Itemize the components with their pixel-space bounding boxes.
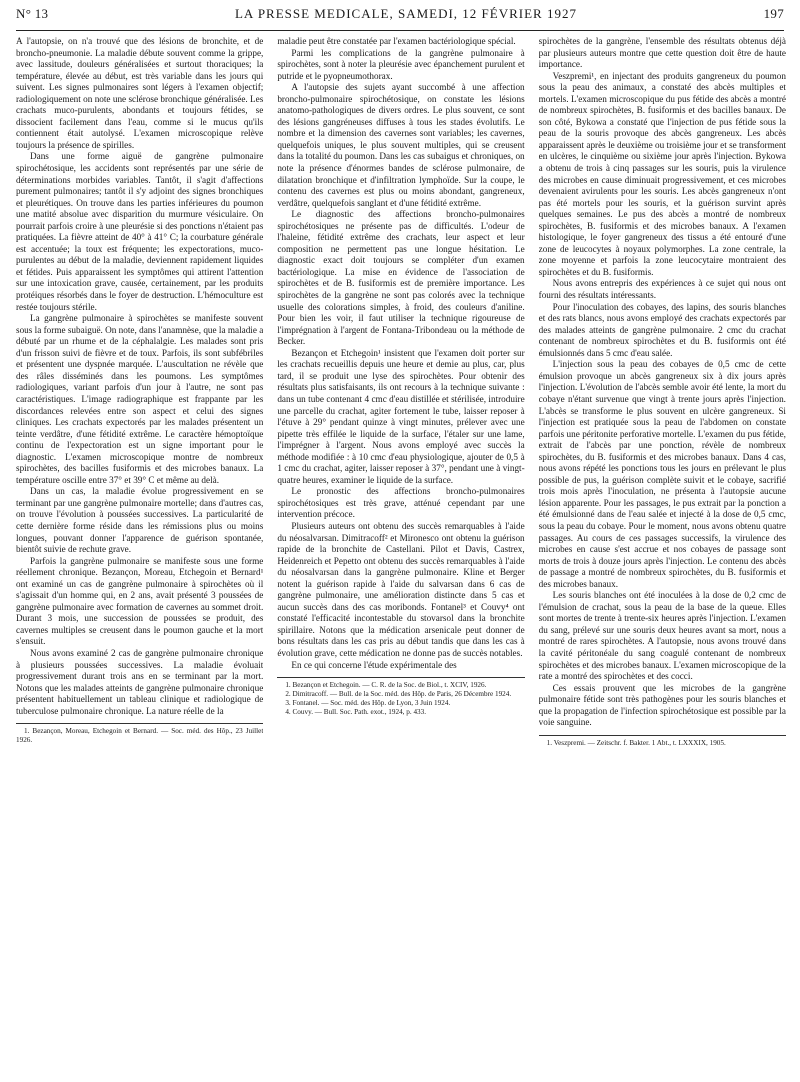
paragraph: Le pronostic des affections broncho-pulmonaires spirochétosiques est très grave, atténué cependant par une intervention précoce.: [277, 486, 525, 520]
footnote: 1. Veszpremi. — Zeitschr. f. Bakter. 1 Abt., t. LXXXIX, 1905.: [546, 738, 726, 747]
paragraph: Dans une forme aiguë de gangrène pulmonaire spirochétosique, les accidents sont représentés par une série de déterminations morbides variables. Tantôt, il s'agit d'affections purement pulmonaires; tantôt il s'y adjoint des signes bronchiques et pleurétiques. On trouve dans les parties inférieures du poumon une matité absolue avec disparition du murmure vésiculaire. On pourrait parfois croire à une pleurésie si des ponctions n'étaient pas pratiquées. La fièvre atteint de 40° à 41° C; la courbature générale est accentuée; la toux est fréquente; les expectorations, muco-purulentes au début de la maladie, deviennent rapidement liquides et fétides. Puis apparaissent les symptômes qui attirent l'attention sur une intoxication grave, causée, certainement, par les produits protéiques résorbés dans le foyer de destruction. L'hémoculture est restée toujours stérile.: [16, 151, 264, 312]
paragraph: Nous avons examiné 2 cas de gangrène pulmonaire chronique à plusieurs poussées successives. La maladie évoluait progressivement durant trois ans en se terminant par la mort. Notons que les malades atteints de gangrène pulmonaire chronique présentent habituellement un tableau clinique et radiologique de tuberculose pulmonaire chronique. La nature réelle de la: [16, 647, 264, 716]
paragraph: La gangrène pulmonaire à spirochètes se manifeste souvent sous la forme subaiguë. On note, dans l'anamnèse, que la maladie a débuté par un rhume et de la céphalalgie. Les malades sont pris d'un frisson suivi de fièvre et de toux. Parfois, ils sont subfébriles et présentent une dyspnée marquée. L'auscultation ne révèle que des râles disséminés dans les poumons. Les symptômes radiologiques, variant parfois d'un jour à l'autre, ne sont pas caractéristiques. L'image radiographique est frappante par les discordances relevées entre son aspect et celui des signes cliniques. Les crachats expectorés par les malades présentent un teinte verdâtre, d'une fétidité extrême. Le caractère hémoptoïque continu de l'expectoration est un signe important pour le diagnostic. L'examen microscopique montre de nombreux spirochètes, des bacilles fusiformis et des microbes banaux. La température oscille entre 37° et 39° C et même au delà.: [16, 313, 264, 485]
column-1: [16, 36, 263, 1071]
column-3: [539, 36, 786, 1071]
journal-title-date: LA PRESSE MEDICALE, SAMEDI, 12 FÉVRIER 1927: [234, 6, 577, 21]
paragraph: Parmi les complications de la gangrène pulmonaire à spirochètes, sont à noter la pleurésie avec épanchement purulent et putride et le pyopneumothorax.: [277, 47, 525, 81]
paragraph: Plusieurs auteurs ont obtenu des succès remarquables à l'aide du néosalvarsan. Dimitracoff² et Mironesco ont obtenu la guérison rapide de la bronchite de Castellani. Pilot et Davis, Castrex, Heidenreich et Pepetto ont obtenu des succès remarquables à l'aide du néosalvarsan dans la gangrène pulmonaire. Kline et Berger notent la guérison rapide à l'aide du salvarsan dans 6 cas de gangrène pulmonaire, une amélioration distincte dans 5 cas et aucun succès dans des cas moribonds. Fontanel³ et Couvy⁴ ont constaté l'efficacité incontestable du stovarsol dans la bronchite spirillaire. Notons que la médication arsenicale peut donner de bons résultats dans les cas pris au début tandis que dans les cas à évolution grave, cette médication ne donne pas de succès notables.: [277, 520, 525, 658]
footnote: 3. Fontanel. — Soc. méd. des Hôp. de Lyon, 3 Juin 1924.: [285, 699, 451, 708]
text-columns: [16, 36, 786, 1071]
paragraph: Bezançon et Etchegoin¹ insistent que l'examen doit porter sur les crachats recueillis depuis une heure et demie au plus, car, plus tard, il se produit une lyse des spirochètes. Pour obtenir des résultats plus satisfaisants, ils ont recours à la technique suivante : dans un tube contenant 4 cmc d'eau distillée et stérilisée, introduire une parcelle du crachat, agiter fortement le tube, laisser reposer à l'étuve à 29° pendant quinze à vingt minutes, prélever avec une pipette très effilée le liquide de la surface, l'étaler sur une lame, l'imprégner à l'argent. Nous avons employé avec succès la méthode modifiée : à 10 cmc d'eau physiologique, ajouter de 0,5 à 1 cmc du crachat, agiter, laisser reposer à 37°, pendant une à vingt-quatre heures, examiner le liquide de la surface.: [277, 347, 525, 485]
paragraph: spirochètes de la gangrène, l'ensemble des résultats obtenus déjà par plusieurs auteurs montre que cette question doit être de haute importance.: [538, 36, 786, 70]
column-2: [277, 36, 524, 1071]
running-header: [16, 6, 784, 31]
footnote: 1. Bezançon, Moreau, Etchegoin et Bernard. — Soc. méd. des Hôp., 23 Juillet 1926.: [16, 727, 264, 745]
paragraph: A l'autopsie des sujets ayant succombé à une affection broncho-pulmonaire spirochétosique, on constate les lésions anatomo-pathologiques de divers ordres. Le plus souvent, ce sont des lésions gangréneuses diffuses à tous les stades évolutifs. Le nombre et la dimension des cavernes sont variables; les cavernes, quelquefois uniques, le plus souvent multiples, qui se creusent dans la totalité du poumon. Dans les cas subaigus et chroniques, on note la présence d'énormes bandes de sclérose pulmonaire, de dilatation bronchique et d'infiltration lymphoïde. Sur la coupe, le contenu des cavernes est plus ou moins abondant, gangreneux, verdâtre, quelquefois sanglant et d'une fétidité extrême.: [277, 82, 525, 208]
paragraph: Veszpremi¹, en injectant des produits gangreneux du poumon sous la peau des animaux, a constaté des abcès multiples et mortels. L'examen microscopique du pus fétide des abcès a montré de nombreux spirochètes, B. fusiformis et des bacilles banaux. De son côté, Bykowa a constaté que l'injection de pus fétide sous la peau de la souris provoque des abcès gangreneux. Les abcès apparaissent après le deuxième ou troisième jour et se transforment en ulcères, le cinquième ou sixième jour après l'injection. Bykowa a obtenu de trois à cinq passages sur les souris, puis la virulence des microbes en cause diminuait progressivement, et ces microbes devenaient avirulents pour les souris. Les abcès gangreneux n'ont pas été mortels pour les souris, et la guérison survint après quelques semaines. Le pus des abcès a montré de nombreux spirochètes, B. fusiformis et des microbes banaux. A l'examen histologique, le foyer gangreneux des tissus a été entouré d'une zone de leucocytes à noyaux polymorphes. La zone centrale, la zone moyenne et parfois la zone leucocytaire montraient des spirochètes et du B. fusiformis.: [538, 70, 786, 277]
footnote: 1. Bezançon et Etchegoin. — C. R. de la Soc. de Biol., t. XCIV, 1926.: [285, 681, 487, 690]
footnotes: [277, 677, 524, 717]
paragraph: Pour l'inoculation des cobayes, des lapins, des souris blanches et des rats blancs, nous avons employé des crachats expectorés par des malades atteints de gangrène pulmonaire. 2 cmc du crachat contenant de nombreux spirochètes et du B. fusiformis ont été émulsionnés dans 5 cmc d'eau salée.: [538, 301, 786, 358]
footnotes: [16, 723, 263, 745]
paragraph: Le diagnostic des affections broncho-pulmonaires spirochétosiques ne présente pas de difficultés. L'odeur de l'haleine, fétidité extrême des crachats, leur aspect et leur composition ne permettent pas une longue hésitation. Le diagnostic exact doit toujours se compléter d'un examen bactériologique. La mise en évidence de l'association de spirochètes et de B. fusiformis est de première importance. Les spirochètes de la gangrène ne sont pas colorés avec la technique usuelle des colorations simples, à froid, des couleurs d'aniline. Pour bien les voir, il faut utiliser la technique rigoureuse de l'imprégnation à l'argent de Fontana-Tribondeau ou la méthode de Becker.: [277, 209, 525, 347]
paragraph: Ces essais prouvent que les microbes de la gangrène pulmonaire fétide sont très pathogènes pour les souris blanches et que la propagation de l'infection spirochétosique est possible par la voie sanguine.: [538, 682, 786, 728]
paragraph: Parfois la gangrène pulmonaire se manifeste sous une forme réellement chronique. Bezançon, Moreau, Etchegoin et Bernard¹ ont examiné un cas de gangrène pulmonaire à spirochètes où il s'agissait d'un homme qui, en 2 ans, avait présenté 3 poussées de gangrène pulmonaire avec formation de cavernes au sommet droit. Durant 3 mois, une succession de poussées se produit, des cavernes multiples se creusent dans le poumon gauche et la mort s'ensuit.: [16, 555, 264, 647]
paragraph: En ce qui concerne l'étude expérimentale des: [291, 659, 457, 670]
paragraph: Les souris blanches ont été inoculées à la dose de 0,2 cmc de l'émulsion de crachat, sous la peau de la base de la queue. Elles sont mortes de trente à trente-six heures après l'injection. L'examen du sang, prélevé sur une souris deux heures avant sa mort, nous a montré de rares spirochètes. A l'autopsie, nous avons trouvé dans la cavité péritonéale du sang coagulé contenant de nombreux spirochètes et des microbes banaux. L'examen microscopique de la rate a montré des spirochètes et des cocci.: [538, 590, 786, 682]
footnote: 2. Dimitracoff. — Bull. de la Soc. méd. des Hôp. de Paris, 26 Décembre 1924.: [285, 690, 512, 699]
paragraph: maladie peut être constatée par l'examen bactériologique spécial.: [277, 36, 516, 46]
paragraph: A l'autopsie, on n'a trouvé que des lésions de bronchite, et de broncho-pneumonie. La maladie débute souvent comme la grippe, avec lassitude, douleurs généralisées et surtout thoraciques; la température, élevée au début, est très variable dans les jours qui suivent. Les signes pulmonaires sont légers à l'examen objectif; radiologiquement on note une sclérose bronchique généralisée. Les crachats muco-purulents, abondants et toujours fétides, se dissocient facilement dans l'eau, comme si le mucus qu'ils contiennent était autolysé. L'examen microscopique relève toujours la présence de spirilles.: [16, 36, 264, 150]
paragraph: L'injection sous la peau des cobayes de 0,5 cmc de cette émulsion provoque un abcès gangreneux six à dix jours après l'injection. L'évolution de l'abcès semble avoir été lente, la mort du cobaye n'étant survenue que vingt à trente jours après l'injection. L'abcès se transforme le plus souvent en ulcère gangreneux. Si l'injection est pratiquée sous la peau de l'abdomen on constate parfois une péritonite perforative mortelle. L'examen du pus fétide, extrait de l'abcès par une ponction, révèle de nombreux spirochètes, du B. fusiformis et des microbes banaux. Dans 4 cas, nous avons répété les ponctions tous les jours en prélevant le plus possible de pus, la guérison complète suivit et le cobaye, sacrifié trois mois après l'inoculation, ne présenta à l'autopsie aucune lésion apparente. Pour les passages, le pus extrait par la ponction a été émulsionné dans de l'eau salée et injecté à la dose de 0,5 cmc, sous la peau du cobaye. Pour le moment, nous avons obtenu quatre passages. Au cours de ces passages successifs, la virulence des microbes en cause s'est accrue et nos cobayes de passage sont morts de trois à douze jours après l'injection. Le contenu des abcès de passage a montré de nombreux spirochètes, du B. fusiformis et des microbes banaux.: [538, 359, 786, 589]
page-number: 197: [763, 6, 784, 21]
paragraph: Dans un cas, la maladie évolue progressivement en se terminant par une gangrène pulmonaire mortelle; dans d'autres cas, on trouve l'évolution à poussées successives. La particularité de cette dernière forme réside dans les rémissions plus ou moins longues, pouvant donner l'apparence de guérison spontanée, bientôt suivie de rechute grave.: [16, 486, 264, 555]
paragraph: Nous avons entrepris des expériences à ce sujet qui nous ont fourni des résultats intéressants.: [538, 278, 786, 301]
footnotes: [539, 735, 786, 748]
issue-number: N° 13: [16, 6, 49, 21]
footnote: 4. Couvy. — Bull. Soc. Path. exot., 1924, p. 433.: [285, 708, 427, 717]
